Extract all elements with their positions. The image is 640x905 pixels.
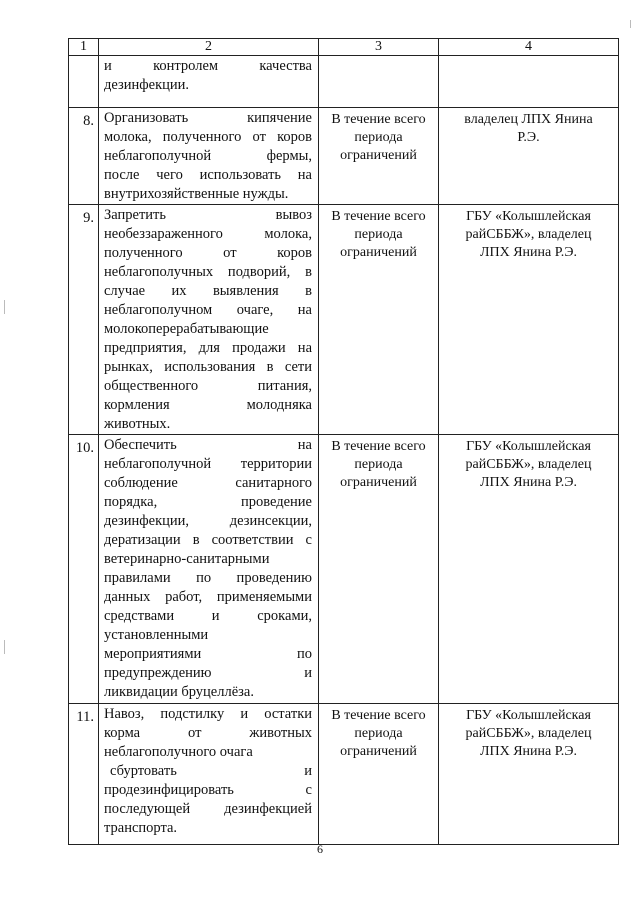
- text-line: соблюдение санитарного: [104, 475, 312, 491]
- period-cell: [319, 56, 439, 108]
- text-line: порядка, проведение: [104, 494, 312, 510]
- text-line: средствами и сроками,: [104, 608, 312, 624]
- text-line: правилами по проведению: [104, 570, 312, 586]
- page-number: 6: [317, 842, 323, 856]
- row-number: 11.: [69, 704, 99, 845]
- text-line: установленными: [104, 627, 209, 643]
- text-line: необеззараженного молока,: [104, 226, 312, 242]
- text-line: рынках, использования в сети: [104, 359, 312, 375]
- period-cell: [319, 704, 439, 845]
- period-line: периода: [354, 130, 403, 145]
- text-line: кормления молодняка: [104, 397, 312, 413]
- row-number: 9.: [69, 205, 99, 435]
- text-line: общественного питания,: [104, 378, 312, 394]
- responsible-cell: [439, 704, 619, 845]
- text-line: Обеспечить на: [104, 437, 312, 453]
- responsible-line: ГБУ «Колышлейская: [466, 209, 591, 224]
- header-col-3: 3: [319, 39, 439, 56]
- period-line: В течение всего: [331, 708, 426, 723]
- responsible-cell: [439, 205, 619, 435]
- text-line: предприятия, для продажи на: [104, 340, 312, 356]
- responsible-cell: [439, 435, 619, 704]
- header-col-1: 1: [69, 39, 99, 56]
- period-line: ограничений: [340, 245, 417, 260]
- responsible-line: владелец ЛПХ Янина: [464, 112, 593, 127]
- text-line: полученного от коров: [104, 245, 312, 261]
- period-line: В течение всего: [331, 112, 426, 127]
- row-number: 10.: [69, 435, 99, 704]
- text-line: неблагополучного очага: [104, 744, 253, 760]
- text-line: дезинфекции, дезинсекции,: [104, 513, 312, 529]
- scan-mark: [4, 300, 5, 314]
- measure-text: [99, 704, 319, 845]
- text-line: Запретить вывоз: [104, 207, 312, 223]
- period-line: периода: [354, 227, 403, 242]
- text-line: неблагополучной территории: [104, 456, 312, 472]
- text-line: предупреждению и: [104, 665, 312, 681]
- row-number: [69, 56, 99, 108]
- text-line: после чего использовать на: [104, 167, 312, 183]
- period-line: ограничений: [340, 148, 417, 163]
- text-line: и контролем качества: [104, 58, 312, 74]
- text-line: дератизации в соответствии с: [104, 532, 312, 548]
- responsible-line: ГБУ «Колышлейская: [466, 708, 591, 723]
- responsible-line: ЛПХ Янина Р.Э.: [479, 245, 578, 260]
- text-line: ветеринарно-санитарными: [104, 551, 270, 567]
- scan-mark: [4, 640, 5, 654]
- period-cell: [319, 108, 439, 205]
- period-line: ограничений: [340, 475, 417, 490]
- row-number: 8.: [69, 108, 99, 205]
- responsible-line: райСББЖ», владелец: [465, 457, 592, 472]
- text-line: животных.: [104, 416, 171, 432]
- text-line: корма от животных: [104, 725, 312, 741]
- period-line: В течение всего: [331, 439, 426, 454]
- text-line: сбуртовать и: [110, 763, 312, 779]
- text-line: транспорта.: [104, 820, 178, 836]
- responsible-line: ЛПХ Янина Р.Э.: [479, 475, 578, 490]
- responsible-line: ЛПХ Янина Р.Э.: [479, 744, 578, 759]
- responsible-line: райСББЖ», владелец: [465, 726, 592, 741]
- text-line: продезинфицировать с: [104, 782, 312, 798]
- period-cell: [319, 435, 439, 704]
- responsible-line: райСББЖ», владелец: [465, 227, 592, 242]
- table-row: [69, 108, 619, 205]
- text-line: данных работ, применяемыми: [104, 589, 312, 605]
- table-row: [69, 56, 619, 108]
- period-line: ограничений: [340, 744, 417, 759]
- measures-table: [68, 38, 619, 845]
- text-line: случае их выявления в: [104, 283, 312, 299]
- text-line: молока, полученного от коров: [104, 129, 312, 145]
- responsible-line: Р.Э.: [517, 130, 540, 145]
- responsible-cell: [439, 108, 619, 205]
- measure-text: [99, 435, 319, 704]
- responsible-line: ГБУ «Колышлейская: [466, 439, 591, 454]
- table-row: [69, 205, 619, 435]
- text-line: мероприятиями по: [104, 646, 312, 662]
- measure-text: [99, 205, 319, 435]
- measure-text: [99, 56, 319, 108]
- table-row: [69, 704, 619, 845]
- scan-mark: [630, 20, 631, 28]
- text-line: Навоз, подстилку и остатки: [104, 706, 312, 722]
- table-row: [69, 435, 619, 704]
- period-line: периода: [354, 457, 403, 472]
- text-line: молокоперерабатывающие: [104, 321, 269, 337]
- text-line: последующей дезинфекцией: [104, 801, 312, 817]
- header-col-4: 4: [439, 39, 619, 56]
- responsible-cell: [439, 56, 619, 108]
- measure-text: [99, 108, 319, 205]
- table-header-row: [69, 39, 619, 56]
- text-line: внутрихозяйственные нужды.: [104, 186, 289, 202]
- period-cell: [319, 205, 439, 435]
- text-line: неблагополучном очаге, на: [104, 302, 312, 318]
- period-line: В течение всего: [331, 209, 426, 224]
- header-col-2: 2: [99, 39, 319, 56]
- text-line: неблагополучных подворий, в: [104, 264, 312, 280]
- period-line: периода: [354, 726, 403, 741]
- text-line: дезинфекции.: [104, 77, 190, 93]
- text-line: ликвидации бруцеллёза.: [104, 684, 254, 700]
- text-line: неблагополучной фермы,: [104, 148, 312, 164]
- text-line: Организовать кипячение: [104, 110, 312, 126]
